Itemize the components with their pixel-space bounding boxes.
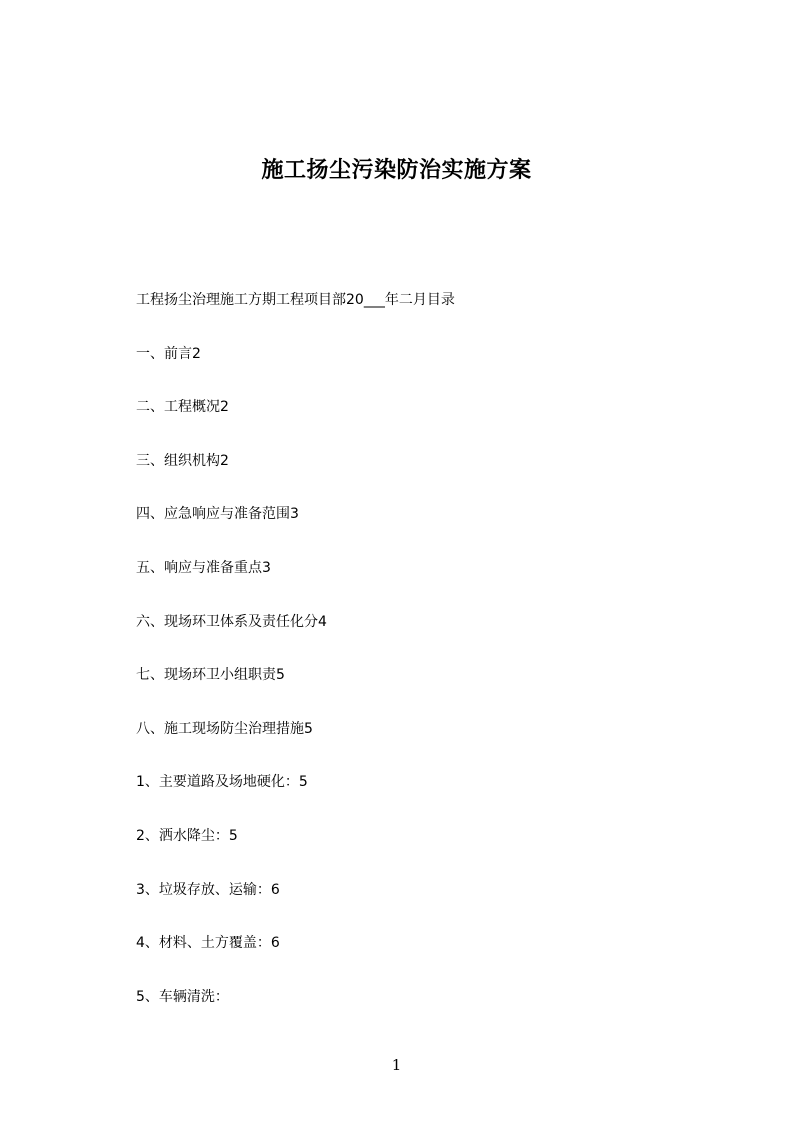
document-title: 施工扬尘污染防治实施方案 [261, 157, 532, 183]
toc-subitem: 5、车辆清洗： [136, 988, 229, 1005]
toc-intro-line: 工程扬尘治理施工方期工程项目部20___年二月目录 [136, 292, 455, 308]
toc-item: 六、现场环卫体系及责任化分4 [136, 613, 327, 630]
toc-item: 八、施工现场防尘治理措施5 [136, 720, 313, 737]
toc-subitem: 1、主要道路及场地硬化：5 [136, 774, 308, 791]
toc-item: 四、应急响应与准备范围3 [136, 506, 299, 523]
toc-item: 二、工程概况2 [136, 399, 229, 416]
toc-item: 一、前言2 [136, 345, 201, 362]
toc-subitem: 4、材料、土方覆盖：6 [136, 935, 280, 952]
table-of-contents [136, 289, 736, 1039]
toc-item: 三、组织机构2 [136, 452, 229, 469]
page-number: 1 [391, 1056, 402, 1074]
toc-subitem: 2、洒水降尘：5 [136, 827, 238, 844]
toc-item: 七、现场环卫小组职责5 [136, 667, 285, 684]
toc-item: 五、响应与准备重点3 [136, 559, 271, 576]
toc-subitem: 3、垃圾存放、运输：6 [136, 881, 280, 898]
